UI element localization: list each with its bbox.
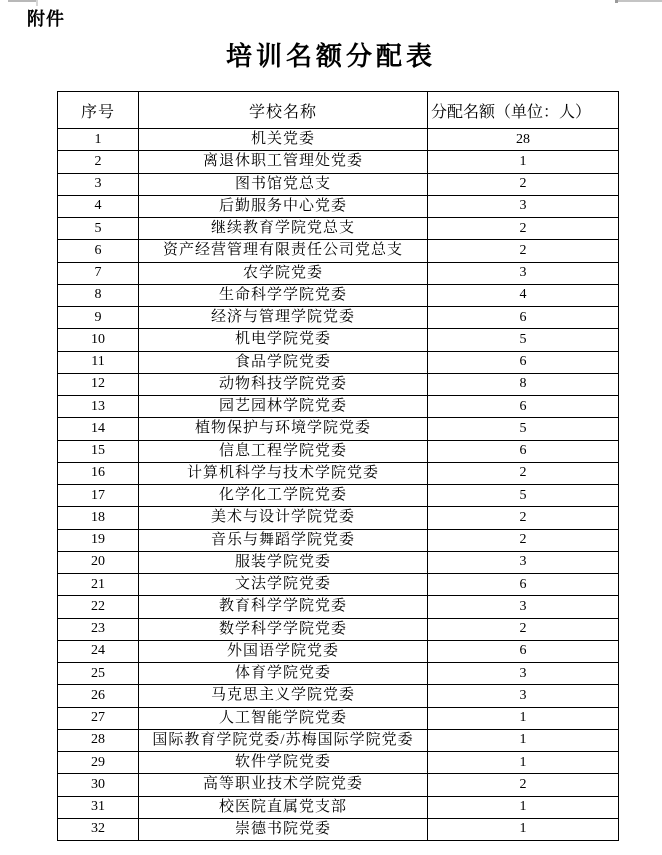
- school-name-cell: 食品学院党委: [139, 351, 428, 373]
- school-name-cell: 后勤服务中心党委: [139, 195, 428, 217]
- quota-cell: 2: [428, 218, 619, 240]
- header-serial-number: 序号: [58, 92, 139, 129]
- table-row: [58, 818, 619, 840]
- quota-cell: 6: [428, 307, 619, 329]
- quota-cell: 2: [428, 774, 619, 796]
- school-name-cell: 机电学院党委: [139, 329, 428, 351]
- serial-number-cell: 31: [58, 796, 139, 818]
- top-left-ruler-mark: [8, 0, 38, 2]
- school-name-cell: 信息工程学院党委: [139, 440, 428, 462]
- serial-number-cell: 15: [58, 440, 139, 462]
- allocation-table: [57, 91, 619, 841]
- school-name-cell: 机关党委: [139, 129, 428, 151]
- table-row: [58, 551, 619, 573]
- quota-cell: 28: [428, 129, 619, 151]
- attachment-label: 附件: [27, 9, 65, 29]
- serial-number-cell: 11: [58, 351, 139, 373]
- quota-cell: 2: [428, 507, 619, 529]
- serial-number-cell: 3: [58, 173, 139, 195]
- school-name-cell: 植物保护与环境学院党委: [139, 418, 428, 440]
- school-name-cell: 文法学院党委: [139, 574, 428, 596]
- table-row: [58, 752, 619, 774]
- header-allocated-quota: 分配名额（单位：人）: [428, 92, 619, 129]
- school-name-cell: 国际教育学院党委/苏梅国际学院党委: [139, 729, 428, 751]
- quota-cell: 1: [428, 729, 619, 751]
- table-row: [58, 596, 619, 618]
- table-row: [58, 574, 619, 596]
- quota-cell: 2: [428, 240, 619, 262]
- quota-cell: 1: [428, 752, 619, 774]
- table-row: [58, 663, 619, 685]
- serial-number-cell: 32: [58, 818, 139, 840]
- serial-number-cell: 30: [58, 774, 139, 796]
- table-row: [58, 307, 619, 329]
- school-name-cell: 高等职业技术学院党委: [139, 774, 428, 796]
- serial-number-cell: 29: [58, 752, 139, 774]
- table-header: [58, 92, 619, 129]
- quota-cell: 1: [428, 707, 619, 729]
- school-name-cell: 软件学院党委: [139, 752, 428, 774]
- serial-number-cell: 8: [58, 284, 139, 306]
- school-name-cell: 园艺园林学院党委: [139, 396, 428, 418]
- allocation-table-body: [58, 129, 619, 841]
- school-name-cell: 崇德书院党委: [139, 818, 428, 840]
- table-row: [58, 396, 619, 418]
- serial-number-cell: 4: [58, 195, 139, 217]
- serial-number-cell: 20: [58, 551, 139, 573]
- table-row: [58, 418, 619, 440]
- school-name-cell: 人工智能学院党委: [139, 707, 428, 729]
- table-row: [58, 618, 619, 640]
- table-row: [58, 529, 619, 551]
- top-left-ruler-tick: [36, 0, 38, 6]
- table-row: [58, 729, 619, 751]
- school-name-cell: 农学院党委: [139, 262, 428, 284]
- school-name-cell: 教育科学学院党委: [139, 596, 428, 618]
- table-row: [58, 796, 619, 818]
- table-row: [58, 373, 619, 395]
- school-name-cell: 美术与设计学院党委: [139, 507, 428, 529]
- quota-cell: 3: [428, 685, 619, 707]
- quota-cell: 5: [428, 418, 619, 440]
- serial-number-cell: 17: [58, 485, 139, 507]
- quota-cell: 2: [428, 173, 619, 195]
- quota-cell: 1: [428, 818, 619, 840]
- table-row: [58, 129, 619, 151]
- school-name-cell: 音乐与舞蹈学院党委: [139, 529, 428, 551]
- serial-number-cell: 23: [58, 618, 139, 640]
- school-name-cell: 计算机科学与技术学院党委: [139, 462, 428, 484]
- header-row: [58, 92, 619, 129]
- serial-number-cell: 1: [58, 129, 139, 151]
- serial-number-cell: 14: [58, 418, 139, 440]
- quota-cell: 5: [428, 485, 619, 507]
- quota-cell: 3: [428, 195, 619, 217]
- serial-number-cell: 21: [58, 574, 139, 596]
- serial-number-cell: 2: [58, 151, 139, 173]
- table-row: [58, 151, 619, 173]
- quota-cell: 6: [428, 574, 619, 596]
- header-school-name: 学校名称: [139, 92, 428, 129]
- quota-cell: 1: [428, 796, 619, 818]
- school-name-cell: 图书馆党总支: [139, 173, 428, 195]
- top-right-ruler-mark: [616, 0, 662, 2]
- serial-number-cell: 7: [58, 262, 139, 284]
- serial-number-cell: 13: [58, 396, 139, 418]
- quota-cell: 3: [428, 663, 619, 685]
- serial-number-cell: 18: [58, 507, 139, 529]
- serial-number-cell: 27: [58, 707, 139, 729]
- table-row: [58, 685, 619, 707]
- table-row: [58, 462, 619, 484]
- quota-cell: 5: [428, 329, 619, 351]
- serial-number-cell: 19: [58, 529, 139, 551]
- quota-cell: 8: [428, 373, 619, 395]
- serial-number-cell: 22: [58, 596, 139, 618]
- table-row: [58, 351, 619, 373]
- table-row: [58, 507, 619, 529]
- quota-cell: 4: [428, 284, 619, 306]
- quota-cell: 6: [428, 351, 619, 373]
- table-row: [58, 329, 619, 351]
- serial-number-cell: 5: [58, 218, 139, 240]
- table-row: [58, 707, 619, 729]
- table-row: [58, 774, 619, 796]
- serial-number-cell: 12: [58, 373, 139, 395]
- quota-cell: 6: [428, 396, 619, 418]
- school-name-cell: 离退休职工管理处党委: [139, 151, 428, 173]
- quota-cell: 6: [428, 640, 619, 662]
- table-row: [58, 195, 619, 217]
- quota-cell: 3: [428, 262, 619, 284]
- table-row: [58, 173, 619, 195]
- school-name-cell: 生命科学学院党委: [139, 284, 428, 306]
- quota-cell: 1: [428, 151, 619, 173]
- table-row: [58, 262, 619, 284]
- quota-cell: 3: [428, 596, 619, 618]
- school-name-cell: 外国语学院党委: [139, 640, 428, 662]
- quota-cell: 2: [428, 618, 619, 640]
- table-row: [58, 240, 619, 262]
- school-name-cell: 化学化工学院党委: [139, 485, 428, 507]
- serial-number-cell: 6: [58, 240, 139, 262]
- serial-number-cell: 10: [58, 329, 139, 351]
- school-name-cell: 经济与管理学院党委: [139, 307, 428, 329]
- serial-number-cell: 24: [58, 640, 139, 662]
- serial-number-cell: 9: [58, 307, 139, 329]
- school-name-cell: 数学科学学院党委: [139, 618, 428, 640]
- quota-cell: 6: [428, 440, 619, 462]
- quota-cell: 2: [428, 529, 619, 551]
- school-name-cell: 马克思主义学院党委: [139, 685, 428, 707]
- school-name-cell: 服装学院党委: [139, 551, 428, 573]
- serial-number-cell: 16: [58, 462, 139, 484]
- page-title: 培训名额分配表: [225, 42, 436, 71]
- table-row: [58, 485, 619, 507]
- table-row: [58, 440, 619, 462]
- school-name-cell: 校医院直属党支部: [139, 796, 428, 818]
- quota-cell: 2: [428, 462, 619, 484]
- school-name-cell: 继续教育学院党总支: [139, 218, 428, 240]
- top-right-ruler-tick: [615, 0, 618, 3]
- serial-number-cell: 28: [58, 729, 139, 751]
- school-name-cell: 体育学院党委: [139, 663, 428, 685]
- serial-number-cell: 26: [58, 685, 139, 707]
- school-name-cell: 资产经营管理有限责任公司党总支: [139, 240, 428, 262]
- serial-number-cell: 25: [58, 663, 139, 685]
- table-row: [58, 284, 619, 306]
- quota-cell: 3: [428, 551, 619, 573]
- table-row: [58, 640, 619, 662]
- school-name-cell: 动物科技学院党委: [139, 373, 428, 395]
- table-row: [58, 218, 619, 240]
